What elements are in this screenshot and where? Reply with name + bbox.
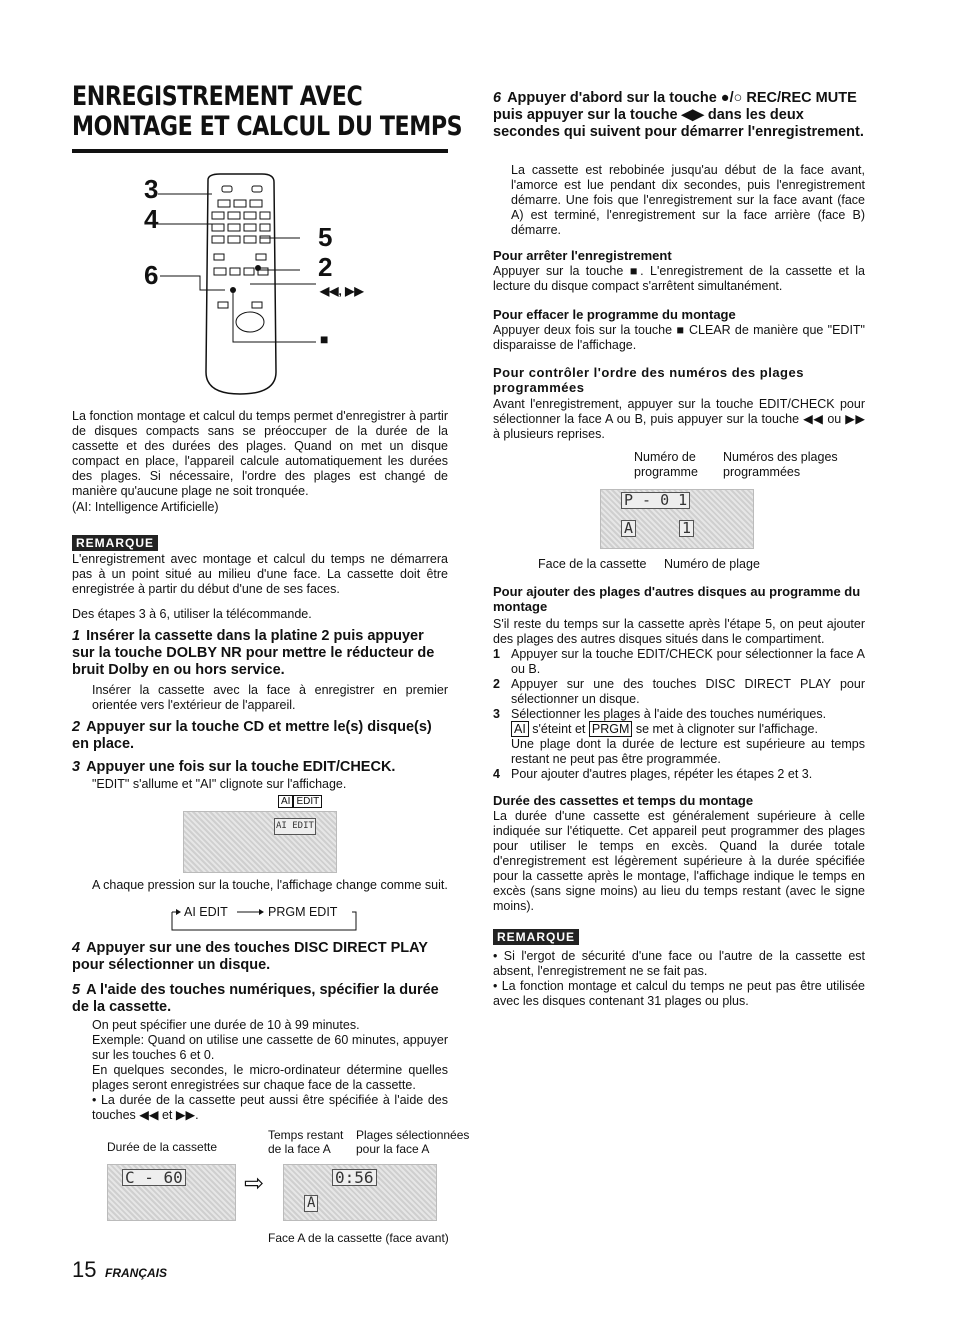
list-item: 3 Sélectionner les plages à l'aide des touches numériques. AI s'éteint et PRGM se met à clignoter sur l'affichage. Une plage dont la durée de lecture est supérieure au temps restant ne peut pas être programmée. — [493, 707, 865, 766]
add-tracks-body: S'il reste du temps sur la cassette après l'étape 5, on peut ajouter des plages des autres disques situés dans le compartiment. — [493, 617, 865, 646]
steps-note: Des étapes 3 à 6, utiliser la télécommande. — [72, 607, 312, 621]
list-item: 4 Pour ajouter d'autres plages, répéter les étapes 2 et 3. — [493, 767, 813, 781]
clear-prog-title: Pour effacer le programme du montage — [493, 307, 736, 322]
callout-skip: ◀◀, ▶▶ — [320, 284, 364, 298]
lcd-display-step3 — [183, 811, 337, 873]
lcd-indicators — [278, 794, 322, 809]
intro-text: La fonction montage et calcul du temps permet d'enregistrer à partir de disques compacts sans se préoccuper de la durée de la cassette et des durées des plages. Quand on met un disque compact en place, l'appareil calcule automatiquement les durées des plages. Si nécessaire, l'ordre des plages est changé de manière qu'aucune plage ne soit tronquée. — [72, 409, 448, 498]
step-1: 1 Insérer la cassette dans la platine 2 puis appuyer sur la touche DOLBY NR pour mettre le réducteur de bruit Dolby en ou hors service. — [72, 628, 435, 678]
step-5: 5 A l'aide des touches numériques, spécifier la durée de la cassette. — [72, 982, 439, 1015]
edit-indicator: EDIT — [293, 795, 322, 808]
callout-6: 6 — [144, 260, 159, 290]
remote-illustration — [140, 172, 380, 402]
label-duree-cassette: Durée de la cassette — [107, 1140, 218, 1154]
step-2: 2 Appuyer sur la touche CD et mettre le(s) disque(s) en place. — [72, 719, 432, 752]
callout-stop: ■ — [320, 331, 329, 347]
step-5-body-3: En quelques secondes, le micro-ordinateur détermine quelles plages seront enregistrées sur chaque face de la cassette. — [92, 1063, 448, 1092]
label-temps-restant: Temps restant de la face A — [268, 1128, 344, 1156]
add-tracks-list — [493, 647, 865, 782]
remark-badge-1: REMARQUE — [72, 535, 158, 551]
title-rule — [72, 149, 448, 153]
stop-rec-title: Pour arrêter l'enregistrement — [493, 248, 672, 263]
callout-4: 4 — [144, 204, 159, 234]
label-plages-selectionnees: Plages sélectionnées pour la face A — [356, 1128, 470, 1156]
callout-5: 5 — [318, 222, 333, 252]
list-item: 2 Appuyer sur une des touches DISC DIRECT PLAY pour sélectionner un disque. — [493, 677, 865, 706]
lcd-face-a: A — [304, 1195, 318, 1212]
remark-2-item-2: • La fonction montage et calcul du temps ne peut pas être utilisée avec les disques contenant 31 plages ou plus. — [493, 979, 865, 1008]
durations-title: Durée des cassettes et temps du montage — [493, 793, 754, 808]
step-5-body-1: On peut spécifier une durée de 10 à 99 minutes. — [92, 1018, 360, 1032]
intro-ai: (AI: Intelligence Artificielle) — [72, 500, 219, 514]
callout-2: 2 — [318, 252, 333, 282]
arrow-right-icon: ⇨ — [244, 1170, 265, 1197]
remark-badge-2: REMARQUE — [493, 929, 579, 945]
step-6-body: La cassette est rebobinée jusqu'au début de la face avant, l'amorce est lue pendant dix secondes, puis l'enregistrement démarre. Une fois que l'enregistrement sur la face avant (face A) est terminé, l'enregistrement sur la face arrière (face B) démarre. — [511, 163, 865, 237]
callout-3: 3 — [144, 174, 159, 204]
list-item: 1 Appuyer sur la touche EDIT/CHECK pour sélectionner la face A ou B. — [493, 647, 865, 676]
label-numero-programme: Numéro de programme — [634, 450, 698, 479]
lcd-ai-edit: AI EDIT — [274, 818, 316, 835]
step-3-cycle: A chaque pression sur la touche, l'affichage change comme suit. — [92, 878, 448, 892]
lcd-cassette-duration: C - 60 — [122, 1169, 186, 1186]
lcd-program-number: P - 0 1 — [621, 492, 690, 509]
check-order-title: Pour contrôler l'ordre des numéros des plages programmées — [493, 365, 804, 395]
step-4: 4 Appuyer sur une des touches DISC DIRECT PLAY pour sélectionner un disque. — [72, 940, 428, 973]
clear-prog-body: Appuyer deux fois sur la touche ■ CLEAR de manière que "EDIT" disparaisse de l'affichage. — [493, 323, 865, 352]
label-face-cassette: Face de la cassette — [538, 557, 647, 571]
label-numeros-plages: Numéros des plages programmées — [723, 450, 838, 479]
step-3-body: "EDIT" s'allume et "AI" clignote sur l'affichage. — [92, 777, 347, 791]
label-face-a: Face A de la cassette (face avant) — [268, 1231, 449, 1245]
step-5-body-2: Exemple: Quand on utilise une cassette de 60 minutes, appuyer sur les touches 6 et 0. — [92, 1033, 448, 1062]
cycle-diagram — [170, 904, 360, 934]
lcd-remaining-time: 0:56 — [332, 1169, 377, 1186]
cycle-prgm-edit: PRGM EDIT — [268, 905, 338, 919]
lcd-track-number: 1 — [679, 520, 694, 537]
durations-body: La durée d'une cassette est généralement supérieure à celle indiquée sur l'étiquette. Cet appareil peut programmer des plages pour utiliser le temps en excès. Quand la durée totale d'enregistrement est légèrement supérieure à la durée spécifiée pour la cassette après le montage, l'affichage indique le temps en excès (sans signe moins) au lieu du temps restant (avec le signe moins). — [493, 809, 865, 913]
check-order-body: Avant l'enregistrement, appuyer sur la touche EDIT/CHECK pour sélectionner la face A ou B, puis appuyer sur la touche ◀◀ ou ▶▶ à plusieurs reprises. — [493, 397, 865, 441]
page-number: 15 — [72, 1257, 97, 1282]
page-language: FRANÇAIS — [105, 1266, 167, 1280]
lcd-display-temps — [283, 1164, 437, 1221]
step-3: 3 Appuyer une fois sur la touche EDIT/CHECK. — [72, 759, 396, 775]
stop-rec-body: Appuyer sur la touche ■. L'enregistrement de la cassette et la lecture du disque compact s'arrêtent simultanément. — [493, 264, 865, 293]
ai-indicator: AI — [278, 795, 293, 808]
lcd-display-duree — [107, 1164, 236, 1221]
lcd-display-check — [600, 489, 754, 549]
step-6: 6 Appuyer d'abord sur la touche ●/○ REC/REC MUTE puis appuyer sur la touche ◀▶ dans les deux secondes qui suivent pour démarrer l'enregistrement. — [493, 90, 864, 140]
remark-2-item-1: • Si l'ergot de sécurité d'une face ou l'autre de la cassette est absent, l'enregistrement ne se fait pas. — [493, 949, 865, 978]
page-title: ENREGISTREMENT AVEC MONTAGE ET CALCUL DU TEMPS — [72, 81, 463, 142]
lcd-cassette-face: A — [621, 520, 636, 537]
step-1-body: Insérer la cassette avec la face à enregistrer en premier orientée vers l'extérieur de l'appareil. — [92, 683, 448, 712]
cycle-ai-edit: AI EDIT — [184, 905, 228, 919]
step-5-body-4: • La durée de la cassette peut aussi être spécifiée à l'aide des touches ◀◀ et ▶▶. — [92, 1093, 448, 1122]
label-numero-plage: Numéro de plage — [664, 557, 760, 571]
add-tracks-title: Pour ajouter des plages d'autres disques au programme du montage — [493, 584, 861, 614]
remark-text-1: L'enregistrement avec montage et calcul du temps ne démarrera pas à un point situé au milieu d'une face. La cassette doit être enregistrée à partir du début d'une de ses faces. — [72, 552, 448, 596]
